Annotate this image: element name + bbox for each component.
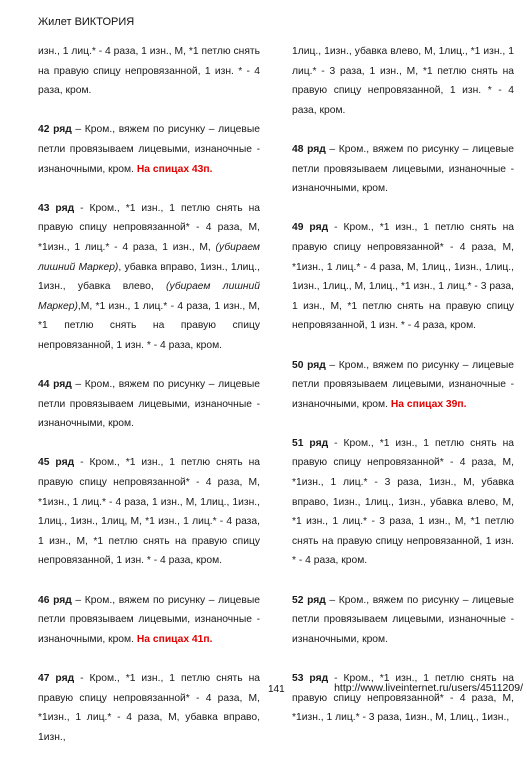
row-52-paragraph [292, 591, 514, 650]
row-51-paragraph [292, 434, 514, 571]
row-text: – Кром., вяжем по рисунку – лицевые петли провязываем лицевыми, изнаночные - изнаночными, кром. [292, 143, 514, 195]
row-number: 48 ряд [292, 143, 326, 155]
marker-note: (убираем лишний Маркер) [38, 281, 260, 312]
row-text: - Кром., *1 изн., 1 петлю снять на правую спицу непровязанной* - 4 раза, М, *1изн., 1 лиц.* - 4 раза, М, 1лиц., 1изн., 1лиц., 1изн., 1лиц., М, 1лиц., *1 изн., 1 лиц.* - 3 раза, 1 изн., М, *1 петлю снять на правую спицу непровязанной, 1 изн. * - 4 раза, кром. [292, 222, 514, 332]
row-number: 53 ряд [292, 673, 329, 684]
page-number: 141 [268, 684, 285, 695]
row-text: - Кром., *1 изн., 1 петлю снять на правую спицу непровязанной* - 4 раза, М, *1изн., 1 лиц.* - 4 раза, 1 изн., М, 1лиц., 1изн., 1лиц., 1изн., 1лиц, М, *1 изн., 1 лиц.* - 4 раза, 1 изн., М, *1 петлю снять на правую спицу непровязанной, 1 изн. * - 4 раза, кром. [38, 457, 260, 567]
row-text: - Кром., *1 изн., 1 петлю снять на правую спицу непровязанной* - 4 раза, М, *1изн., 1 лиц.* - 4 раза, 1 изн., М, [38, 202, 260, 253]
row-number: 45 ряд [38, 457, 75, 469]
document-header: Жилет ВИКТОРИЯ [38, 16, 135, 28]
row-48-paragraph [292, 140, 514, 199]
row-number: 52 ряд [292, 594, 326, 606]
row-number: 42 ряд [38, 124, 72, 136]
row-number: 43 ряд [38, 202, 75, 214]
row-text: – Кром., вяжем по рисунку – лицевые петли провязываем лицевыми, изнаночные - изнаночными, кром. [38, 594, 260, 645]
row-text: - Кром., *1 изн., 1 петлю снять на правую спицу непровязанной* - 4 раза, М, *1изн., 1 лиц.* - 3 раза, 1изн., М, 1лиц., 1изн., [292, 673, 514, 724]
row-text: – Кром., вяжем по рисунку – лицевые петли провязываем лицевыми, изнаночные - изнаночными, кром. [292, 594, 514, 645]
row-text: ,М, *1 изн., 1 лиц.* - 4 раза, 1 изн., М, *1 петлю снять на правую спицу непровязанной, 1 изн. * - 4 раза, кром. [38, 300, 260, 351]
row-49-paragraph [292, 218, 514, 336]
row-text: – Кром., вяжем по рисунку – лицевые петли провязываем лицевыми, изнаночные - изнаночными, кром. [38, 379, 260, 430]
row-53-paragraph [292, 669, 514, 728]
right-column [292, 42, 514, 747]
row-text: , убавка вправо, 1изн., 1лиц., 1изн., убавка влево, [38, 261, 260, 293]
stitch-count-note: На спицах 43п. [136, 163, 213, 175]
row-number: 47 ряд [38, 673, 75, 684]
source-url-watermark[interactable]: http://www.liveinternet.ru/users/4511209/ [334, 682, 523, 694]
row-44-paragraph [38, 375, 260, 434]
row-number: 44 ряд [38, 379, 72, 391]
row-47-paragraph [38, 669, 260, 747]
row-text: – Кром., вяжем по рисунку – лицевые петли провязываем лицевыми, изнаночные - изнаночными, кром. [38, 124, 260, 175]
left-column [38, 42, 260, 767]
marker-note: (убираем лишний Маркер) [38, 241, 260, 273]
row-number: 51 ряд [292, 437, 329, 449]
row-number: 50 ряд [292, 359, 326, 371]
row-46-paragraph [38, 591, 260, 650]
row-50-paragraph [292, 356, 514, 415]
paragraph-continuation: 1лиц., 1изн., убавка влево, М, 1лиц., *1 изн., 1 лиц.* - 3 раза, 1 изн., М, *1 петлю снять на правую спицу непровязанной, 1 изн. * - 4 раза, кром. [292, 46, 514, 116]
row-number: 49 ряд [292, 222, 329, 234]
row-text: - Кром., *1 изн., 1 петлю снять на правую спицу непровязанной* - 4 раза, М, *1изн., 1 лиц.* - 3 раза, 1изн., М, убавка вправо, 1изн., 1лиц., 1изн., убавка влево, М, *1 изн., 1 лиц.* - 3 раза, 1 изн., М, *1 петлю снять на правую спицу непровязанной, 1 изн. * - 4 раза, кром. [292, 437, 514, 567]
row-42-paragraph [38, 120, 260, 179]
row-text: - Кром., *1 изн., 1 петлю снять на правую спицу непровязанной* - 4 раза, М, *1изн., 1 лиц.* - 4 раза, М, убавка вправо, 1изн., [38, 673, 260, 743]
stitch-count-note: На спицах 41п. [136, 633, 213, 645]
stitch-count-note: На спицах 39п. [390, 398, 467, 410]
row-45-paragraph [38, 453, 260, 571]
paragraph-continuation: изн., 1 лиц.* - 4 раза, 1 изн., М, *1 петлю снять на правую спицу непровязанной, 1 изн. * - 4 раза, кром. [38, 46, 260, 97]
row-text: – Кром., вяжем по рисунку – лицевые петли провязываем лицевыми, изнаночные - изнаночными, кром. [292, 359, 514, 410]
row-43-paragraph [38, 199, 260, 356]
row-number: 46 ряд [38, 594, 72, 606]
